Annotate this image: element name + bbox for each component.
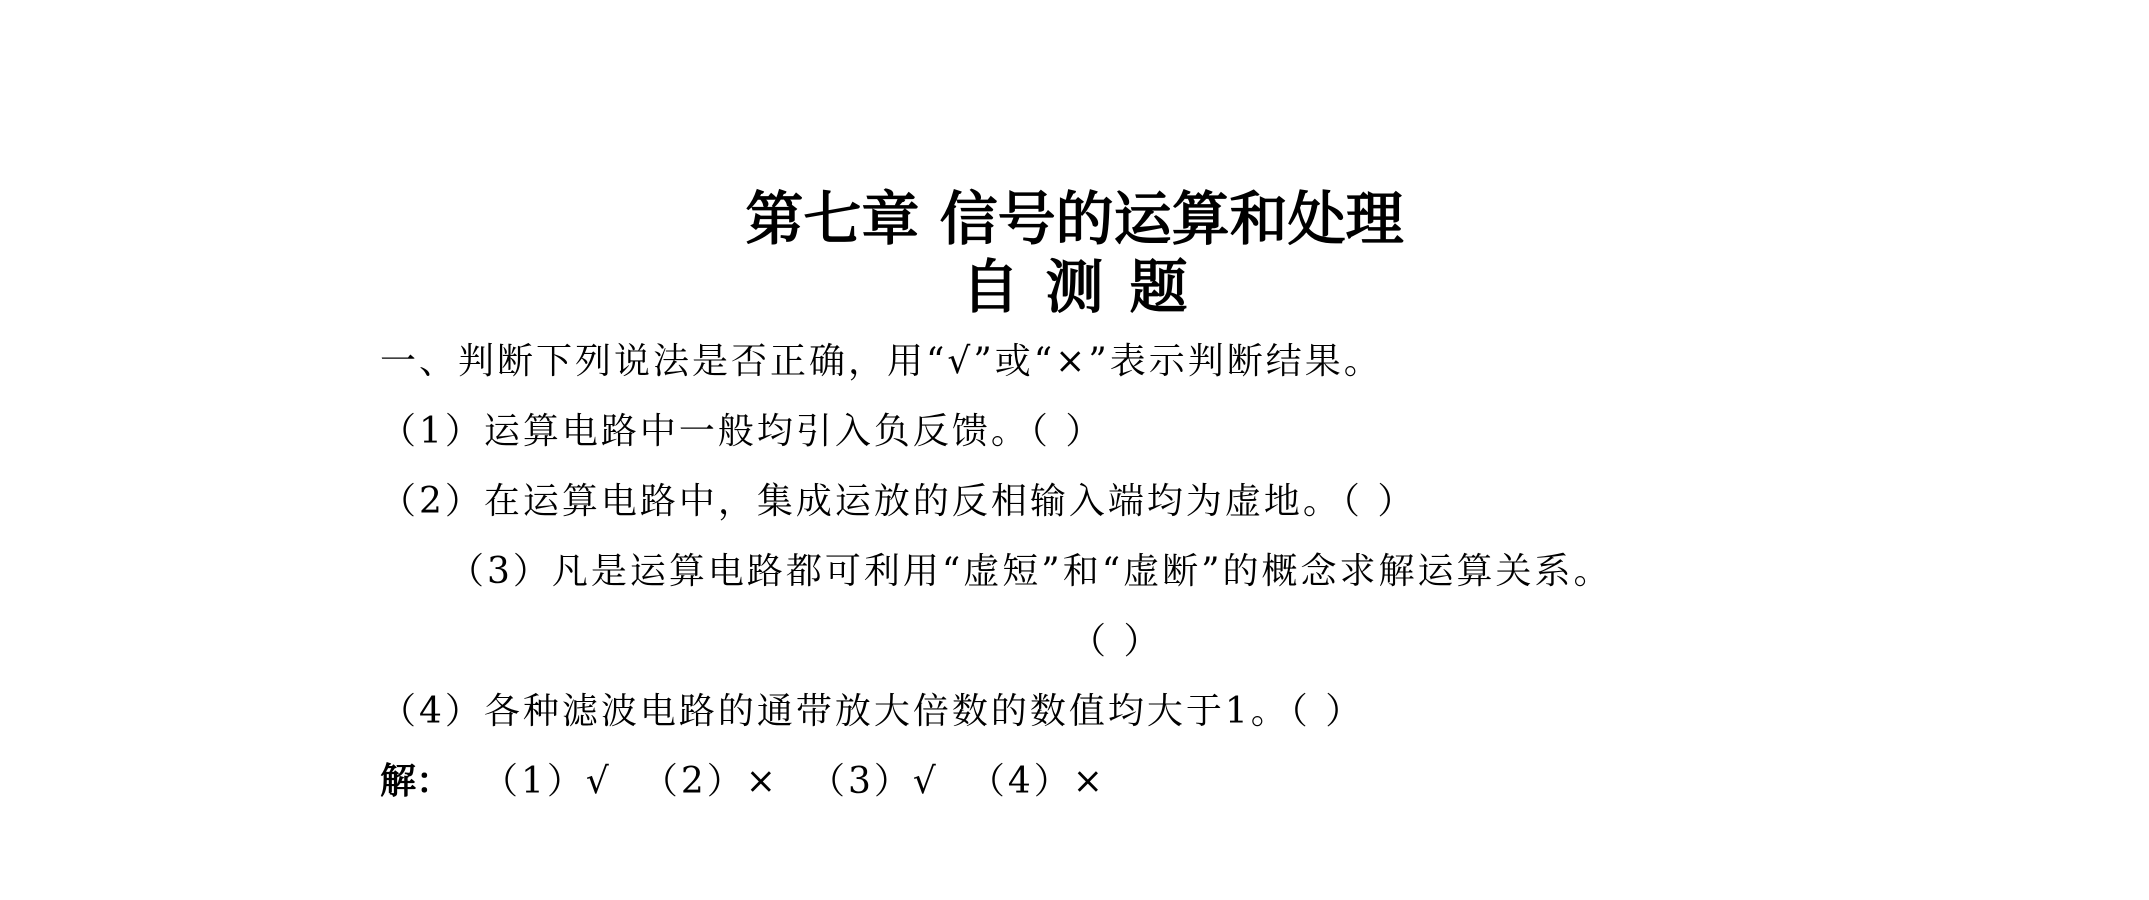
answer-1: （1）√ (482, 761, 612, 802)
question-4: （4）各种滤波电路的通带放大倍数的数值均大于1。（ ） (380, 691, 1365, 732)
question-2: （2）在运算电路中，集成运放的反相输入端均为虚地。（ ） (380, 481, 1417, 522)
answer-label: 解： (380, 761, 453, 802)
answer-3: （3）√ (808, 761, 939, 802)
answer-row (380, 761, 1106, 802)
section-title: 自测题 (961, 253, 1214, 321)
question-1: （1）运算电路中一般均引入负反馈。（ ） (380, 411, 1105, 452)
chapter-title: 第七章 信号的运算和处理 (745, 185, 1404, 253)
answer-2: （2）× (641, 761, 779, 802)
question-3-blank: （ ） (1070, 621, 1163, 662)
answer-4: （4）× (968, 761, 1106, 802)
instruction-text: 一、判断下列说法是否正确，用“√”或“×”表示判断结果。 (380, 341, 1383, 382)
question-3: （3）凡是运算电路都可利用“虚短”和“虚断”的概念求解运算关系。 (448, 551, 1613, 592)
